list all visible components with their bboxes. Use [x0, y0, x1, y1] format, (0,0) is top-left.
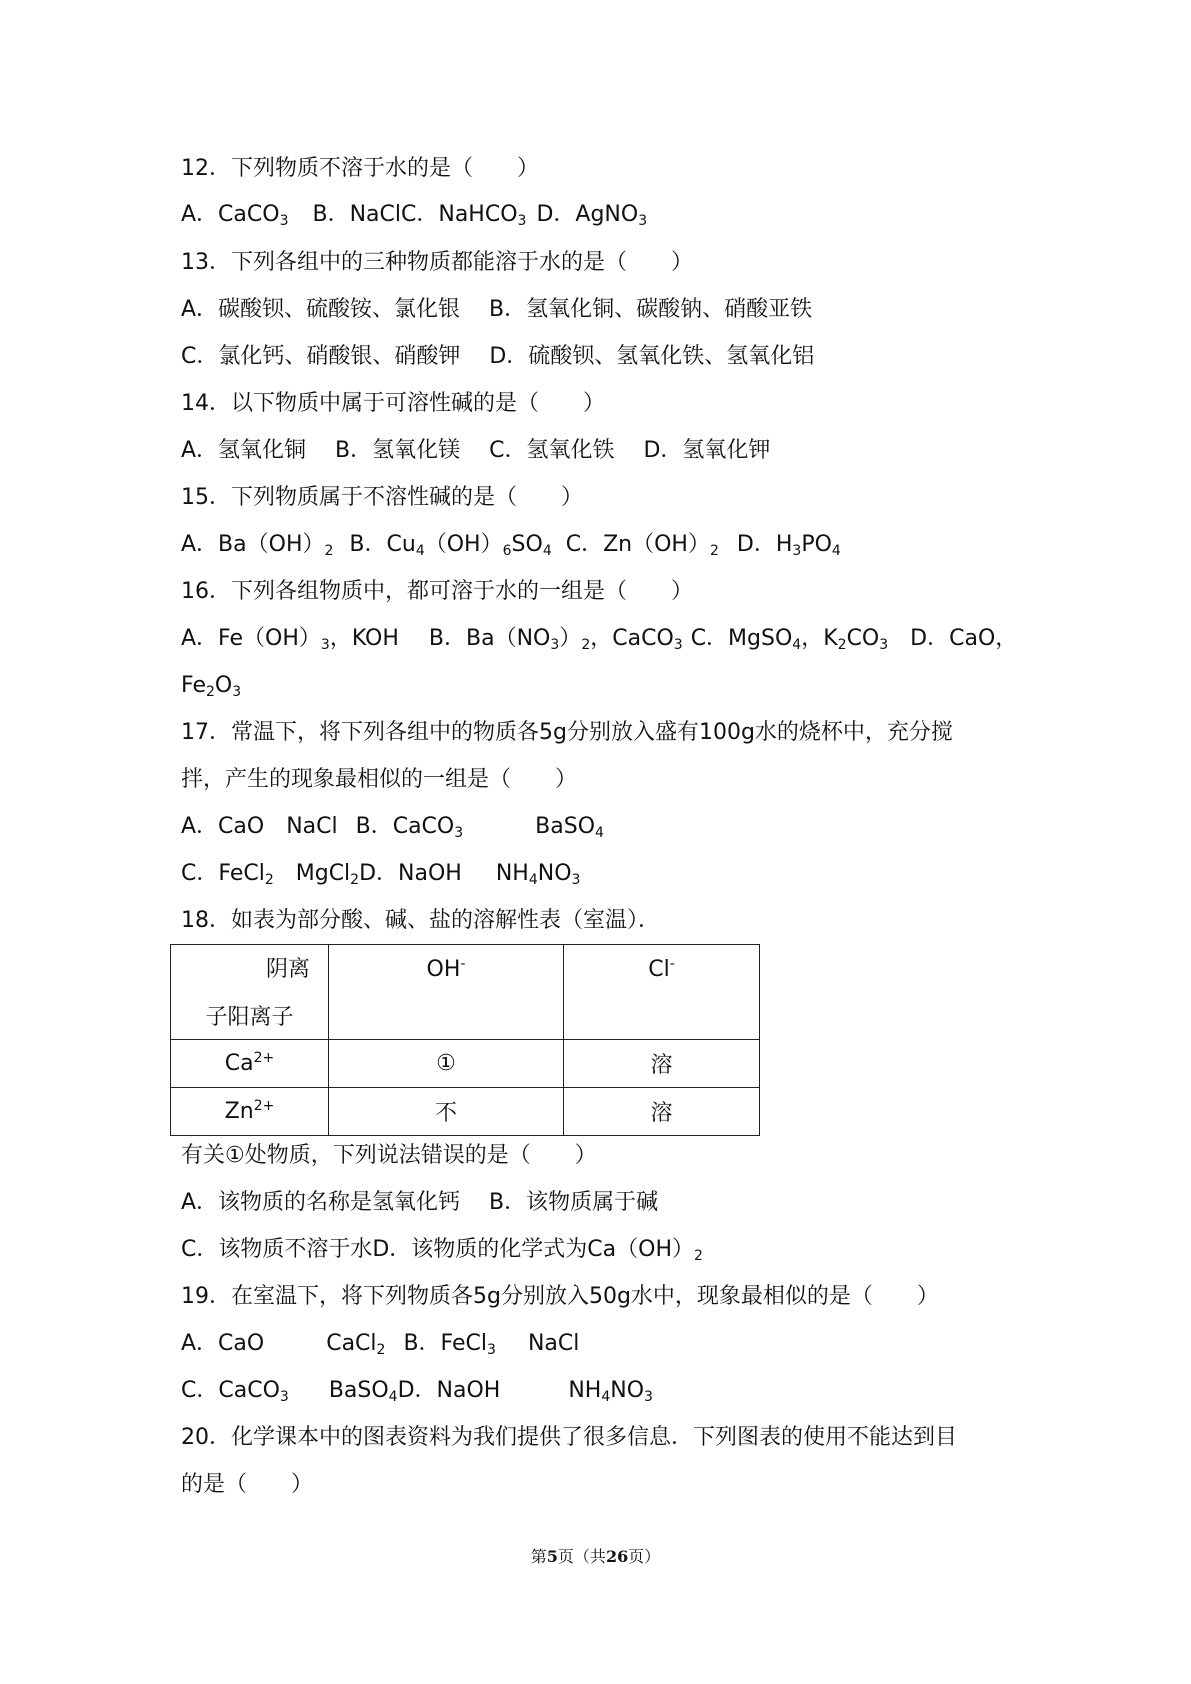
- question-20-stem-line2: 的是（ ）: [181, 1472, 314, 1497]
- question-17-stem-line2: 拌，产生的现象最相似的一组是（ ）: [181, 767, 578, 792]
- table-row-ca-ion: $Ca^{2+}$: [171, 1040, 329, 1088]
- question-19-stem: 19．在室温下，将下列物质各5g分别放入50g水中，现象最相似的是（ ）: [181, 1284, 939, 1309]
- question-19-options-cd: C．CaCO$_3$ BaSO$_4$D．NaOH $NH_4NO_3$: [181, 1378, 653, 1405]
- table-header-cl: Cl-: [564, 945, 760, 1040]
- question-13-options-ab: A．碳酸钡、硫酸铵、氯化银 B．氢氧化铜、碳酸钠、硝酸亚铁: [181, 297, 813, 322]
- table-corner-header: 阴离 子阳离子: [171, 945, 329, 1040]
- question-14-options: A．氢氧化铜 B．氢氧化镁 C．氢氧化铁 D．氢氧化钾: [181, 438, 771, 463]
- question-17-options-cd: C．FeCl$_2$ MgCl$_2$D．NaOH $NH_4NO_3$: [181, 861, 581, 888]
- question-15-options: A．$Ba(OH)_2$ B．$Cu_4(OH)_6SO_4$ C．$Zn(OH)_2$ D．$H_3PO_4$: [181, 532, 841, 559]
- question-17-options-ab: A．CaO NaCl B．CaCO$_3$ BaSO$_4$: [181, 814, 604, 841]
- question-20-stem-line1: 20．化学课本中的图表资料为我们提供了很多信息．下列图表的使用不能达到目: [181, 1425, 957, 1450]
- question-18-stem: 18．如表为部分酸、碱、盐的溶解性表（室温）．: [181, 908, 660, 933]
- table-cell-zn-cl: 溶: [564, 1088, 760, 1136]
- table-row-zn-ion: $Zn^{2+}$: [171, 1088, 329, 1136]
- question-19-options-ab: A．CaO CaCl$_2$ B．FeCl$_3$ NaCl: [181, 1331, 580, 1358]
- table-cell-zn-oh: 不: [329, 1088, 564, 1136]
- question-17-stem-line1: 17．常温下，将下列各组中的物质各5g分别放入盛有100g水的烧杯中，充分搅: [181, 720, 953, 745]
- question-15-stem: 15．下列物质属于不溶性碱的是（ ）: [181, 485, 583, 510]
- question-12-stem: 12．下列物质不溶于水的是（ ）: [181, 156, 539, 181]
- question-16-options: A．$Fe(OH)_3$，KOH B．$Ba(NO_3)_2$，CaCO$_3$ C．MgSO$_4$，$K_2CO_3$ D．CaO，: [181, 626, 1018, 653]
- page-footer: 第5页（共26页）: [530, 1547, 661, 1566]
- question-13-stem: 13．下列各组中的三种物质都能溶于水的是（ ）: [181, 250, 693, 275]
- question-18-options-ab: A．该物质的名称是氢氧化钙 B．该物质属于碱: [181, 1190, 659, 1215]
- table-header-oh: OH-: [329, 945, 564, 1040]
- question-18-options-cd: C．该物质不溶于水D．该物质的化学式为$Ca(OH)_2$: [181, 1237, 703, 1264]
- question-16-stem: 16．下列各组物质中，都可溶于水的一组是（ ）: [181, 579, 693, 604]
- question-13-options-cd: C．氯化钙、硝酸银、硝酸钾 D．硫酸钡、氢氧化铁、氢氧化铝: [181, 344, 815, 369]
- question-18-prompt: 有关①处物质，下列说法错误的是（ ）: [181, 1143, 597, 1168]
- question-14-stem: 14．以下物质中属于可溶性碱的是（ ）: [181, 391, 605, 416]
- table-cell-ca-cl: 溶: [564, 1040, 760, 1088]
- table-cell-ca-oh: ①: [329, 1040, 564, 1088]
- question-12-options: A．CaCO$_3$ B．NaClC．NaHCO$_3$ D．AgNO$_3$: [181, 202, 648, 229]
- question-16-options-wrap: $Fe_2O_3$: [181, 673, 242, 700]
- solubility-table: [170, 944, 760, 1136]
